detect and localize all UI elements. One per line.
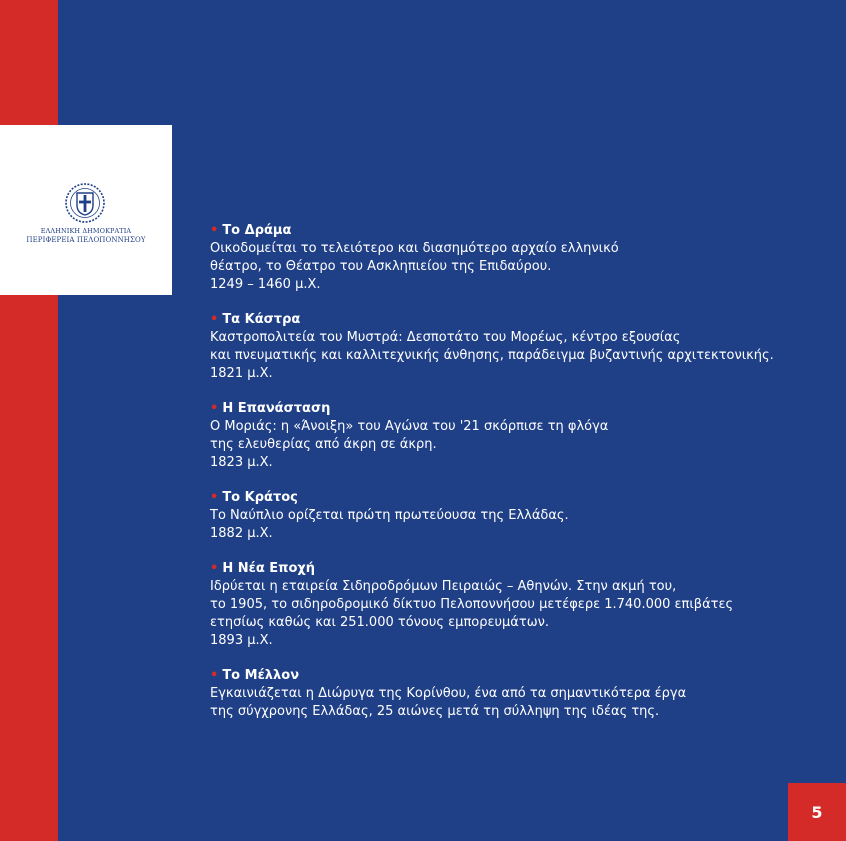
entry-text: της σύγχρονης Ελλάδας, 25 αιώνες μετά τη σύλληψη της ιδέας της. [210, 704, 660, 719]
entry-text: Εγκαινιάζεται η Διώρυγα της Κορίνθου, ένα από τα σημαντικότερα έργα [210, 686, 687, 701]
entry-date: 1823 μ.Χ. [210, 455, 273, 470]
bullet-icon: • [210, 401, 219, 416]
entry-text: της ελευθερίας από άκρη σε άκρη. [210, 437, 437, 452]
entry-text: Καστροπολιτεία του Μυστρά: Δεσποτάτο του Μορέως, κέντρο εξουσίας [210, 330, 681, 345]
bullet-icon: • [210, 561, 219, 576]
logo-text-region: ΠΕΡΙΦΕΡΕΙΑ ΠΕΛΟΠΟΝΝΗΣΟΥ [26, 236, 146, 244]
entry-title: • Η Επανάσταση [210, 401, 331, 416]
page-number: 5 [788, 783, 846, 841]
timeline-list [210, 222, 830, 738]
timeline-entry-castles [210, 311, 830, 383]
entry-text: το 1905, το σιδηροδρομικό δίκτυο Πελοποννήσου μετέφερε 1.740.000 επιβάτες [210, 597, 734, 612]
entry-date: 1821 μ.Χ. [210, 366, 273, 381]
entry-title: • Η Νέα Εποχή [210, 561, 316, 576]
entry-text: Το Ναύπλιο ορίζεται πρώτη πρωτεύουσα της Ελλάδας. [210, 508, 569, 523]
entry-text: Οικοδομείται το τελειότερο και διασημότερο αρχαίο ελληνικό [210, 241, 619, 256]
greek-coat-of-arms-icon [64, 182, 106, 224]
entry-title: • Τα Κάστρα [210, 312, 301, 327]
bullet-icon: • [210, 490, 219, 505]
entry-title: • Το Κράτος [210, 490, 298, 505]
entry-date: 1882 μ.Χ. [210, 526, 273, 541]
bullet-icon: • [210, 312, 219, 327]
entry-text: θέατρο, το Θέατρο του Ασκληπιείου της Επιδαύρου. [210, 259, 552, 274]
timeline-entry-state [210, 489, 830, 543]
bullet-icon: • [210, 668, 219, 683]
entry-text: ετησίως καθώς και 251.000 τόνους εμπορευμάτων. [210, 615, 549, 630]
timeline-entry-revolution [210, 400, 830, 472]
logo-text-republic: ΕΛΛΗΝΙΚΗ ΔΗΜΟΚΡΑΤΙΑ [40, 227, 132, 235]
timeline-entry-new-era [210, 560, 830, 650]
timeline-entry-drama [210, 222, 830, 294]
entry-text: Ο Μοριάς: η «Άνοιξη» του Αγώνα του '21 σκόρπισε τη φλόγα [210, 419, 609, 434]
entry-text: και πνευματικής και καλλιτεχνικής άνθησης, παράδειγμα βυζαντινής αρχιτεκτονικής. [210, 348, 774, 363]
bullet-icon: • [210, 223, 219, 238]
entry-title: • Το Δράμα [210, 223, 292, 238]
timeline-entry-future [210, 667, 830, 721]
entry-date: 1249 – 1460 μ.Χ. [210, 277, 321, 292]
entry-date: 1893 μ.Χ. [210, 633, 273, 648]
entry-title: • Το Μέλλον [210, 668, 300, 683]
entry-text: Ιδρύεται η εταιρεία Σιδηροδρόμων Πειραιώς – Αθηνών. Στην ακμή του, [210, 579, 677, 594]
